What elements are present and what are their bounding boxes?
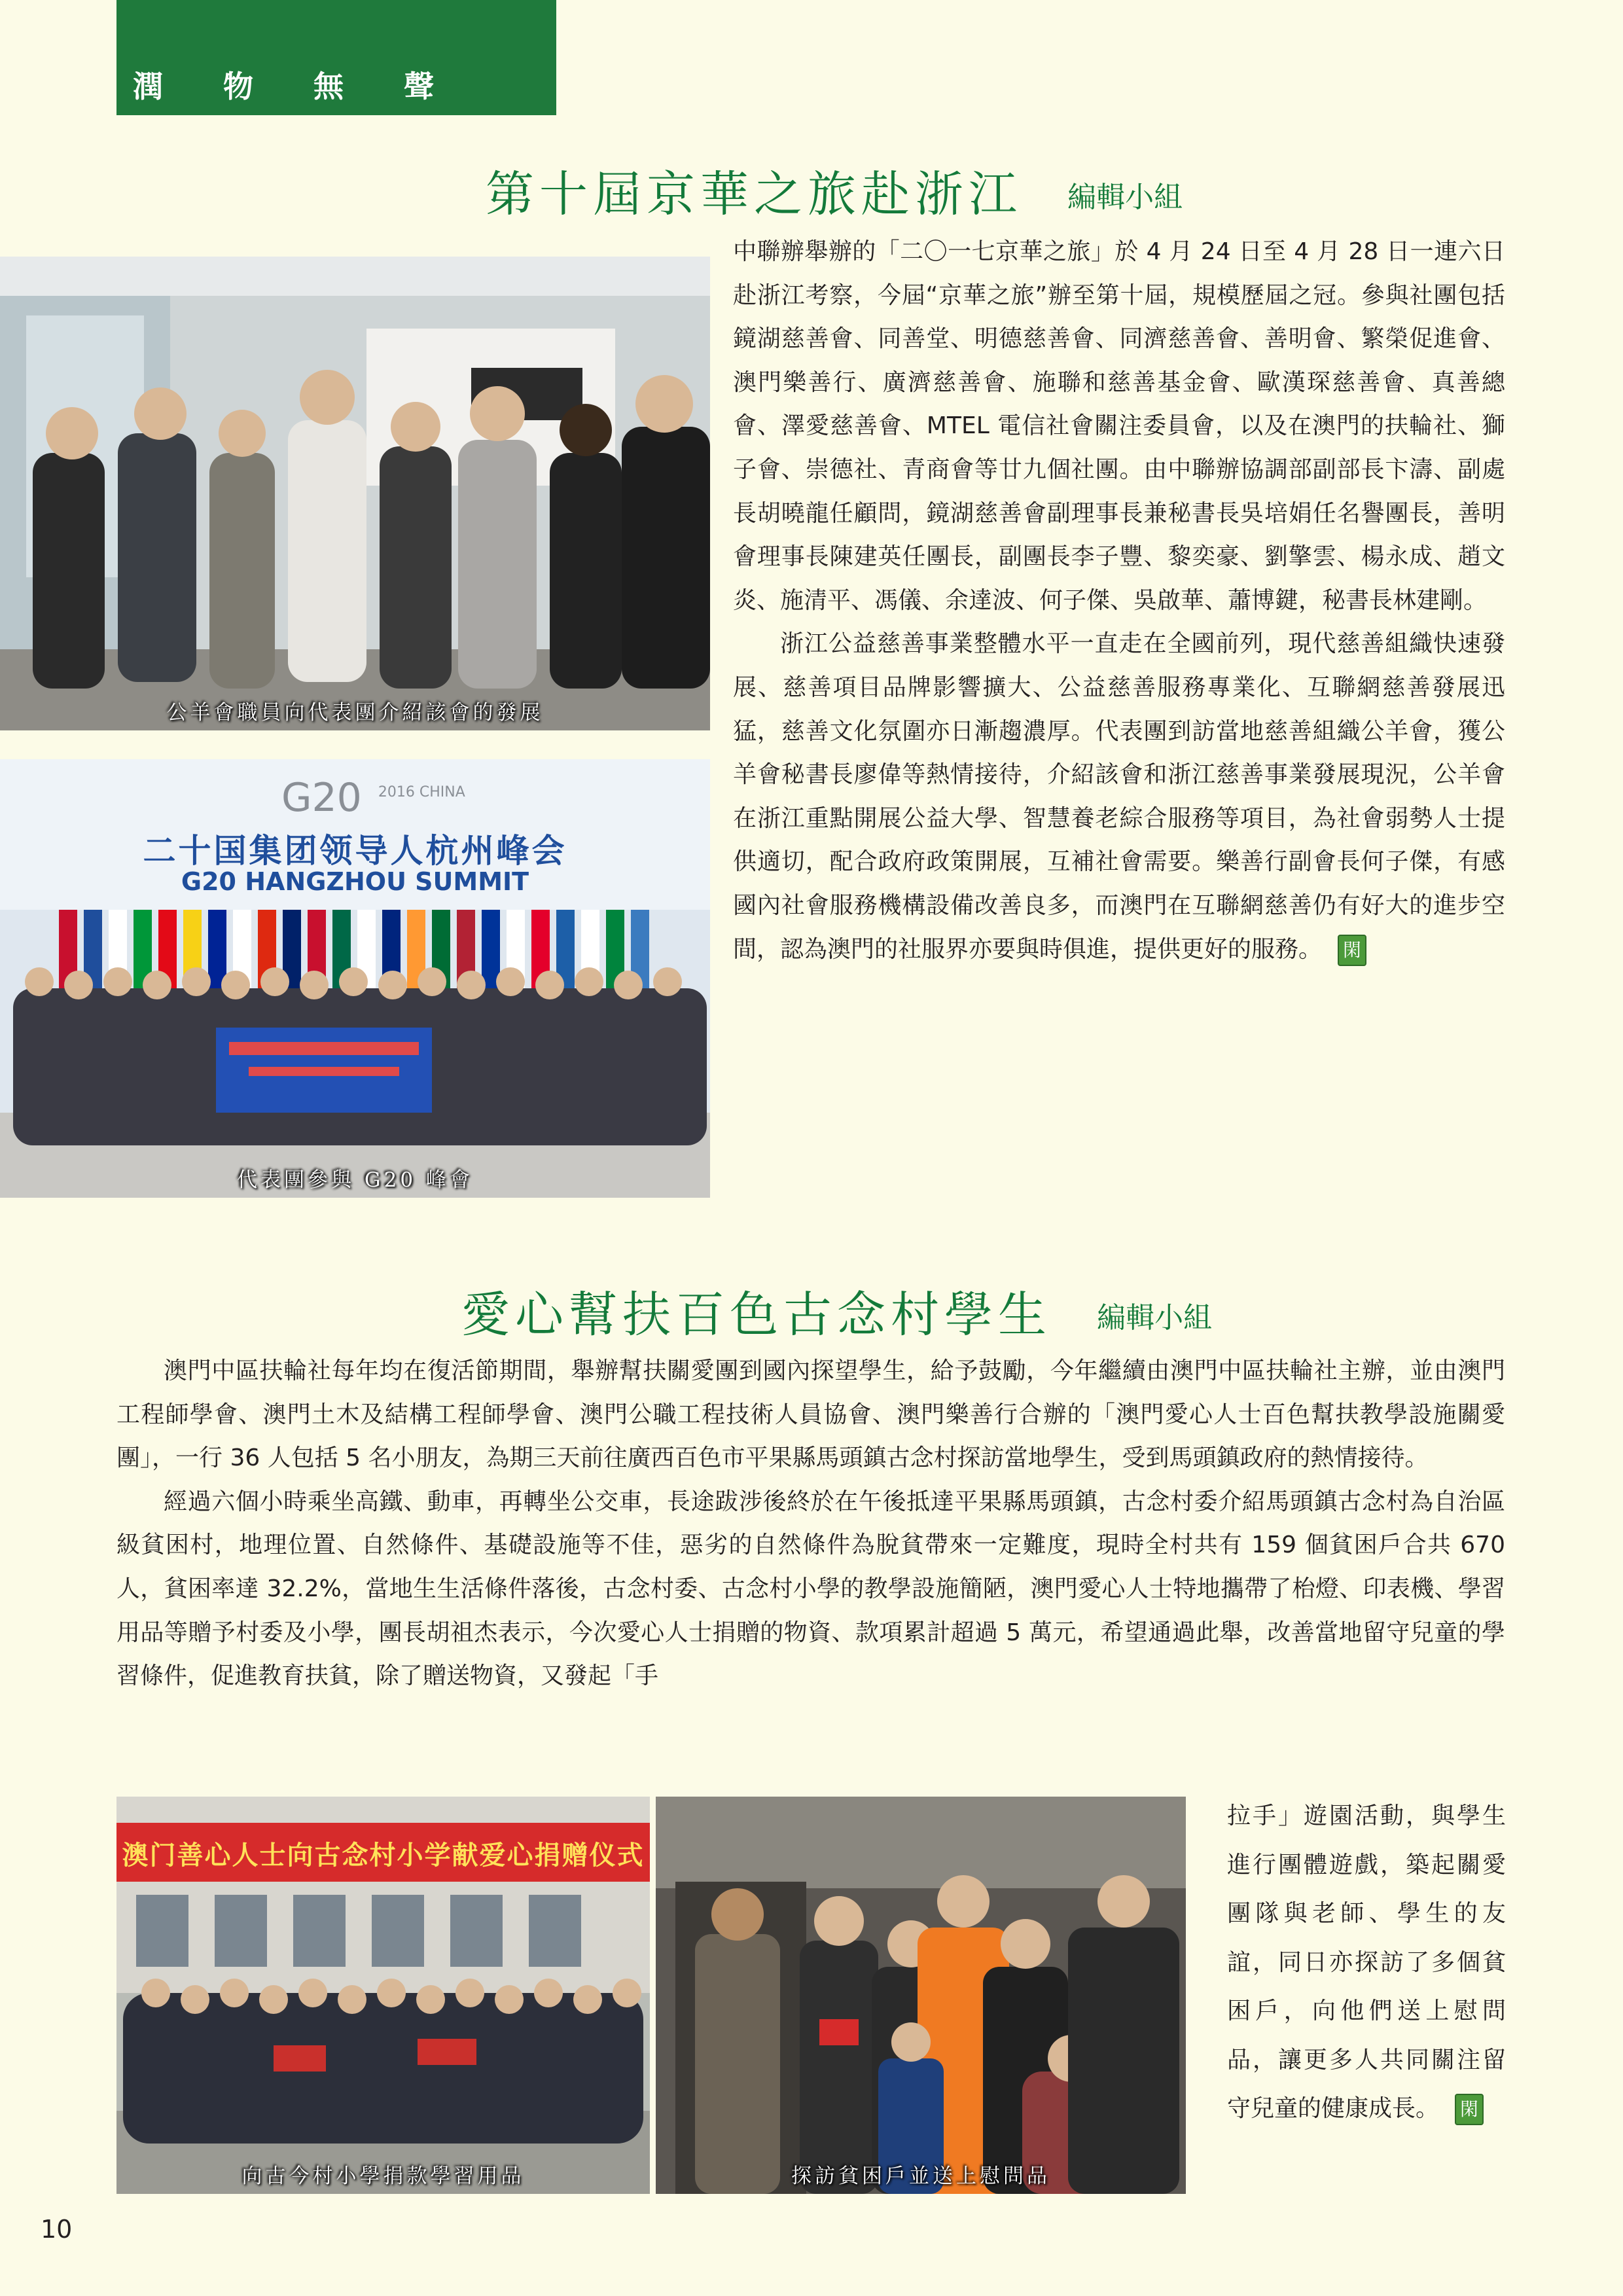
photo-household-visit-image xyxy=(656,1797,1186,2194)
article2-headline xyxy=(461,1276,1212,1346)
photo-donation-ceremony xyxy=(116,1797,650,2194)
section-tab-label: 潤 物 無 聲 xyxy=(133,69,459,104)
g20-logo-text: G20 xyxy=(281,775,362,821)
photo-household-visit xyxy=(656,1797,1186,2194)
end-mark-icon: 閑 xyxy=(1338,935,1366,966)
donation-ceremony-banner: 澳门善心人士向古念村小学献爱心捐赠仪式 xyxy=(122,1840,645,1871)
article1-body xyxy=(733,230,1505,971)
photo-gongyang-visit xyxy=(0,257,710,730)
g20-banner-cn: 二十国集团领导人杭州峰会 xyxy=(143,832,567,870)
article2-paragraph-1: 澳門中區扶輪社每年均在復活節期間，舉辦幫扶關愛團到國內探望學生，給予鼓勵，今年繼續由澳門中區扶輪社主辦，並由澳門工程師學會、澳門土木及結構工程師學會、澳門公職工程技術人員協會、澳門樂善行合辦的「澳門愛心人士百色幫扶教學設施關愛團」，一行 36 人包括 5 名小朋友，為期三天前往廣西百色市平果縣馬頭鎮古念村探訪當地學生，受到馬頭鎮政府的熱情接待。 xyxy=(116,1357,1505,1472)
article2-byline: 編輯小組 xyxy=(1097,1301,1213,1335)
photo-gongyang-visit-caption: 公羊會職員向代表團介紹該會的發展 xyxy=(166,701,544,725)
photo-g20-summit-caption: 代表團參與 G20 峰會 xyxy=(237,1168,473,1192)
page-number: 10 xyxy=(41,2215,73,2244)
article1-headline xyxy=(486,156,1183,225)
g20-logo-sub: 2016 CHINA xyxy=(378,784,465,800)
article2-title: 愛心幫扶百色古念村學生 xyxy=(461,1287,1052,1343)
article2-side-paragraph-text: 拉手」遊園活動，與學生進行團體遊戲，築起關愛團隊與老師、學生的友誼，同日亦探訪了多個貧困戶，向他們送上慰問品，讓更多人共同關注留守兒童的健康成長。 xyxy=(1227,1803,1506,2122)
article2-side-paragraph xyxy=(1227,1792,1506,2134)
article1-title: 第十屆京華之旅赴浙江 xyxy=(486,166,1022,223)
article1-paragraph-2 xyxy=(733,622,1505,971)
article2-side-text xyxy=(1227,1792,1506,2134)
photo-donation-ceremony-caption: 向古今村小學捐款學習用品 xyxy=(241,2164,525,2188)
article1-paragraph-2-text: 浙江公益慈善事業整體水平一直走在全國前列，現代慈善組織快速發展、慈善項目品牌影響擴大、公益慈善服務專業化、互聯網慈善發展迅猛，慈善文化氛圍亦日漸趨濃厚。代表團到訪當地慈善組織公羊會，獲公羊會秘書長廖偉等熱情接待，介紹該會和浙江慈善事業發展現況，公羊會在浙江重點開展公益大學、智慧養老綜合服務等項目，為社會弱勢人士提供適切，配合政府政策開展，互補社會需要。樂善行副會長何子傑，有感國內社會服務機構設備改善良多，而澳門在互聯網慈善仍有好大的進步空間，認為澳門的社服界亦要與時俱進，提供更好的服務。 xyxy=(733,630,1505,963)
section-tab xyxy=(116,0,556,115)
article1-byline: 編輯小組 xyxy=(1067,181,1183,214)
article2-body xyxy=(116,1350,1505,1698)
article1-paragraph-1: 中聯辦舉辦的「二〇一七京華之旅」於 4 月 24 日至 4 月 28 日一連六日赴浙江考察，今屆“京華之旅”辦至第十屆，規模歷屆之冠。參與社團包括鏡湖慈善會、同善堂、明德慈善會、同濟慈善會、善明會、繁榮促進會、澳門樂善行、廣濟慈善會、施聯和慈善基金會、歐漢琛慈善會、真善總會、澤愛慈善會、MTEL 電信社會關注委員會，以及在澳門的扶輪社、獅子會、崇德社、青商會等廿九個社團。由中聯辦協調部副部長卞濤、副處長胡曉龍任顧問，鏡湖慈善會副理事長兼秘書長吳培娟任名譽團長，善明會理事長陳建英任團長，副團長李子豐、黎奕豪、劉擎雲、楊永成、趙文炎、施清平、馮儀、余達波、何子傑、吳啟華、蕭博鍵，秘書長林建剛。 xyxy=(733,238,1505,614)
article2-paragraph-2: 經過六個小時乘坐高鐵、動車，再轉坐公交車，長途跋涉後終於在午後抵達平果縣馬頭鎮，古念村委介紹馬頭鎮古念村為自治區級貧困村，地理位置、自然條件、基礎設施等不佳，惡劣的自然條件為脫貧帶來一定難度，現時全村共有 159 個貧困戶合共 670 人，貧困率達 32.2%，當地生生活條件落後，古念村委、古念村小學的教學設施簡陋，澳門愛心人士特地攜帶了枱燈、印表機、學習用品等贈予村委及小學，團長胡祖杰表示，今次愛心人士捐贈的物資、款項累計超過 5 萬元，希望通過此舉，改善當地留守兒童的學習條件，促進教育扶貧，除了贈送物資，又發起「手 xyxy=(116,1488,1505,1690)
photo-household-visit-caption: 探訪貧困戶並送上慰問品 xyxy=(791,2164,1050,2188)
g20-logo xyxy=(281,775,465,821)
end-mark-icon: 閑 xyxy=(1455,2094,1484,2125)
photo-gongyang-visit-image xyxy=(0,257,710,730)
g20-banner-en: G20 HANGZHOU SUMMIT xyxy=(181,867,529,896)
photo-g20-summit xyxy=(0,759,710,1198)
